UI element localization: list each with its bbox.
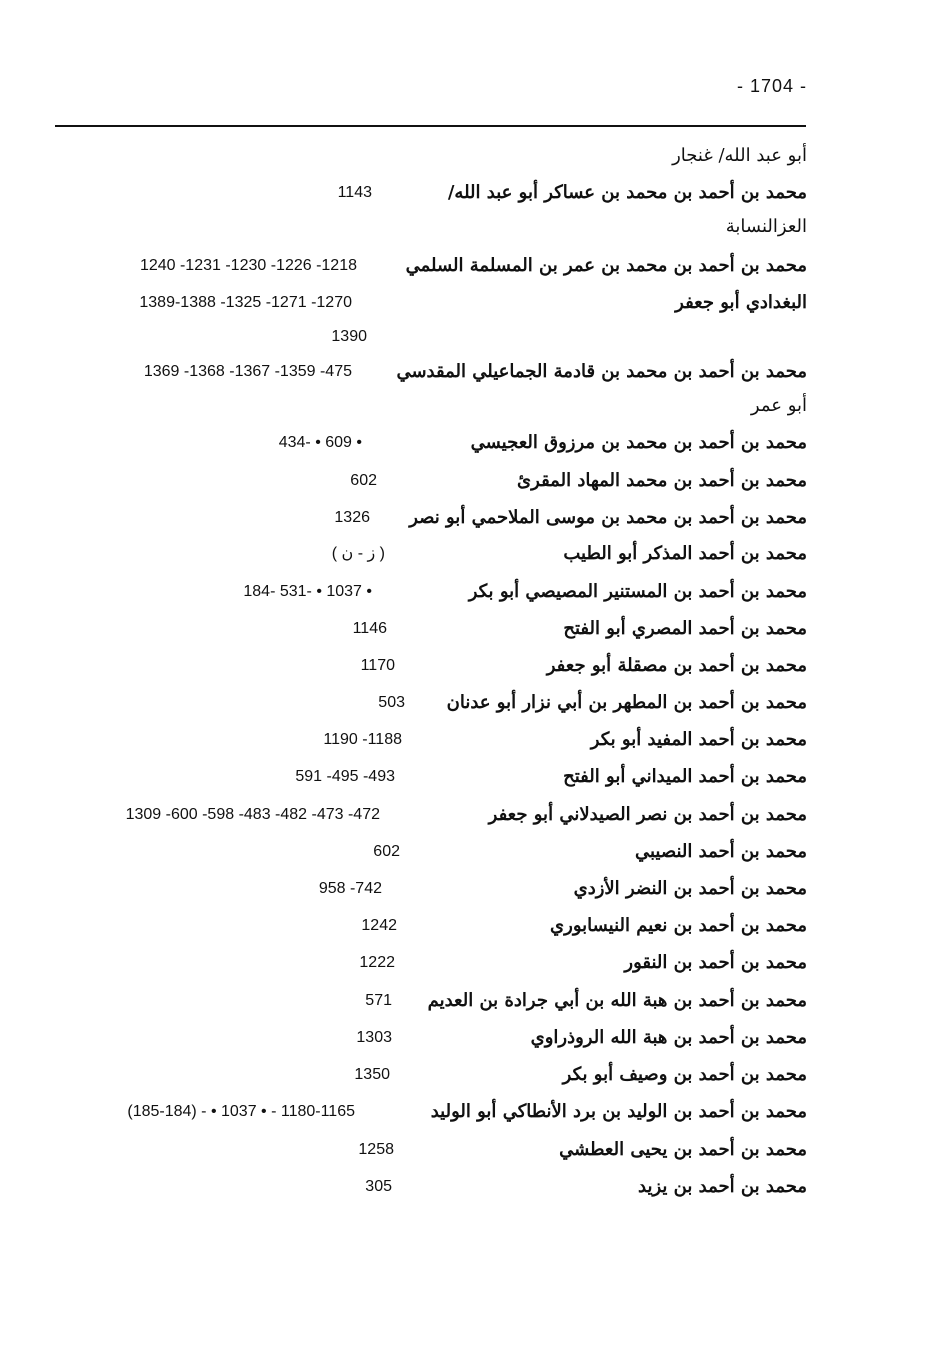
entry-name: أبو عمر <box>750 395 807 416</box>
entry-pages: 1309 -600 -598 -483 -482 -473 -472 <box>125 806 380 823</box>
index-entry <box>0 539 947 569</box>
index-entry <box>0 1135 947 1165</box>
entry-pages: 434- • 609 • <box>278 434 362 451</box>
entry-name: محمد بن أحمد بن محمد بن قادمة الجماعيلي المقدسي <box>396 361 807 382</box>
index-entry <box>0 1097 947 1127</box>
entry-name: محمد بن أحمد بن نعيم النيسابوري <box>550 915 807 936</box>
index-entry <box>0 391 947 421</box>
entry-name: محمد بن أحمد النصيبي <box>634 841 807 862</box>
index-entry <box>0 725 947 755</box>
entry-pages: 1240 -1231 -1230 -1226 -1218 <box>139 257 357 274</box>
entry-name: محمد بن أحمد بن هبة الله الروذراوي <box>530 1027 807 1048</box>
index-entry <box>0 911 947 941</box>
entry-pages: 1258 <box>358 1141 394 1158</box>
entry-pages: 1242 <box>361 917 397 934</box>
entry-pages: 1326 <box>334 509 370 526</box>
entry-name: محمد بن أحمد المذكر أبو الطيب <box>563 543 807 564</box>
index-entry <box>0 288 947 318</box>
index-entry <box>0 837 947 867</box>
entry-pages: 1222 <box>359 954 395 971</box>
entry-name: محمد بن أحمد بن يحيى العطشي <box>559 1139 807 1160</box>
entry-pages: 503 <box>378 694 405 711</box>
entry-name: محمد بن أحمد بن الوليد بن برد الأنطاكي أبو الوليد <box>430 1101 807 1122</box>
entry-name: محمد بن أحمد بن يزيد <box>638 1176 807 1197</box>
entry-name: محمد بن أحمد بن هبة الله بن أبي جرادة بن العديم <box>427 990 807 1011</box>
index-entry <box>0 651 947 681</box>
entry-pages: 602 <box>350 472 377 489</box>
entry-name: محمد بن أحمد الميداني أبو الفتح <box>563 766 807 787</box>
index-entry <box>0 1023 947 1053</box>
entry-pages: 591 -495 -493 <box>295 768 395 785</box>
index-entry <box>0 212 947 242</box>
index-entry <box>0 428 947 458</box>
index-entry <box>0 1172 947 1202</box>
entry-name: محمد بن أحمد بن النضر الأزدي <box>573 878 807 899</box>
entry-name: محمد بن أحمد بن المستنير المصيصي أبو بكر <box>468 581 807 602</box>
index-entry <box>0 466 947 496</box>
entry-name: العزالنسابة <box>725 216 807 237</box>
index-entry <box>0 800 947 830</box>
header-rule <box>55 125 806 127</box>
entry-pages: 1369 -1368 -1367 -1359 -475 <box>143 363 352 380</box>
index-entry <box>0 357 947 387</box>
entry-name: محمد بن أحمد بن محمد بن مرزوق العجيسي <box>470 432 807 453</box>
entry-pages: 1350 <box>354 1066 390 1083</box>
index-entry <box>0 1060 947 1090</box>
index-entry <box>0 688 947 718</box>
entry-pages: 184- 531- • 1037 • <box>243 583 372 600</box>
entry-pages: ( ز - ن ) <box>331 545 385 562</box>
entry-name: أبو عبد الله/ غنجار <box>672 145 807 166</box>
entry-pages: 1389-1388 -1325 -1271 -1270 <box>139 294 352 311</box>
page-number: - 1704 - <box>736 76 807 96</box>
entry-name: محمد بن أحمد بن محمد المهاد المقرئ <box>517 470 807 491</box>
entry-pages: (185-184) - • 1037 • - 1180-1165 <box>127 1103 355 1120</box>
entry-pages: 571 <box>365 992 392 1009</box>
index-entry <box>0 251 947 281</box>
entry-pages: 305 <box>365 1178 392 1195</box>
entry-name: محمد بن أحمد بن النقور <box>624 952 807 973</box>
entry-pages: 1190 -1188 <box>323 731 402 748</box>
entry-pages: 958 -742 <box>318 880 382 897</box>
entry-name: محمد بن أحمد بن محمد بن عمر بن المسلمة السلمي <box>405 255 807 276</box>
entry-pages: 602 <box>373 843 400 860</box>
index-entry <box>0 503 947 533</box>
index-entry <box>0 874 947 904</box>
entry-name: محمد بن أحمد بن نصر الصيدلاني أبو جعفر <box>488 804 807 825</box>
entry-name: محمد بن أحمد بن مصقلة أبو جعفر <box>546 655 807 676</box>
index-entry <box>0 948 947 978</box>
entry-name: محمد بن أحمد بن محمد بن موسى الملاحمي أبو نصر <box>409 507 807 528</box>
entry-pages: 1170 <box>360 657 395 674</box>
entry-name: البغدادي أبو جعفر <box>675 292 807 313</box>
entry-pages: 1390 <box>331 328 367 345</box>
entry-name: محمد بن أحمد المفيد أبو بكر <box>590 729 807 750</box>
entry-name: محمد بن أحمد بن وصيف أبو بكر <box>562 1064 807 1085</box>
entry-name: محمد بن أحمد بن المطهر بن أبي نزار أبو عدنان <box>446 692 807 713</box>
entry-pages: 1143 <box>337 184 372 201</box>
index-entry <box>0 762 947 792</box>
index-entry <box>0 178 947 208</box>
index-entry <box>0 614 947 644</box>
index-entry <box>0 322 947 352</box>
index-entry <box>0 577 947 607</box>
entry-name: محمد بن أحمد المصري أبو الفتح <box>563 618 807 639</box>
entry-pages: 1303 <box>356 1029 392 1046</box>
index-entry <box>0 986 947 1016</box>
entry-pages: 1146 <box>352 620 387 637</box>
index-entry <box>0 141 947 171</box>
entry-name: محمد بن أحمد بن محمد بن عساكر أبو عبد الله/ <box>447 182 807 203</box>
